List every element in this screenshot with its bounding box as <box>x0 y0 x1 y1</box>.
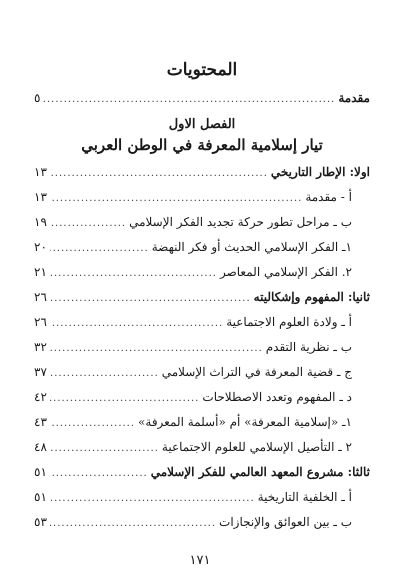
toc-page-number: ٥ <box>34 91 41 105</box>
dot-leader <box>50 216 126 232</box>
chapter-heading: الفصل الاول <box>168 117 236 132</box>
toc-entry-label: أ ـ الخلفية التاريخية <box>257 490 352 504</box>
toc-entry <box>34 189 370 205</box>
toc-entry <box>34 389 370 405</box>
toc-page-number: ٤٣ <box>34 415 47 429</box>
dot-leader <box>50 166 268 182</box>
toc-entry-label: ب ـ نظرية التقدم <box>265 340 352 354</box>
toc-page-number: ٢٠ <box>34 240 47 254</box>
toc-title: المحتويات <box>166 60 238 80</box>
toc-entry-label: ٢ ـ التأصيل الإسلامي للعلوم الاجتماعية <box>161 440 352 454</box>
toc-entry <box>34 239 370 255</box>
toc-entry <box>34 489 370 505</box>
toc-page-number: ٥١ <box>34 465 47 479</box>
toc-page-number: ٤٨ <box>34 440 47 454</box>
toc-entry-label: ٢. الفكر الإسلامي المعاصر <box>219 265 352 279</box>
dot-leader <box>50 191 302 207</box>
toc-page-number: ٥٣ <box>34 515 47 529</box>
toc-entry <box>34 464 370 480</box>
toc-entry-label: ثانيا: المفهوم وإشكاليته <box>253 290 370 304</box>
dot-leader <box>50 291 251 307</box>
toc-entry-label: د ـ المفهوم وتعدد الاصطلاحات <box>202 390 352 404</box>
toc-entry-label: ب ـ بين العوائق والإنجازات <box>219 515 352 529</box>
toc-entry <box>34 414 370 430</box>
toc-entry-label: اولا: الإطار التاريخي <box>270 165 370 179</box>
toc-page-number: ٢٦ <box>34 290 47 304</box>
toc-entry-label: ج ـ قضية المعرفة في التراث الإسلامي <box>161 365 352 379</box>
toc-entry-label: ١ـ الفكر الإسلامي الحديث أو فكر النهضة <box>151 240 352 254</box>
toc-entry-label: مقدمة <box>338 91 370 105</box>
dot-leader <box>50 341 263 357</box>
dot-leader <box>50 266 217 282</box>
toc-page-number: ٤٢ <box>34 390 47 404</box>
toc-entry-label: ب ـ مراحل تطور حركة تجديد الفكر الإسلامي <box>129 215 352 229</box>
toc-page-number: ١٣ <box>34 165 47 179</box>
toc-entry-label: أ ـ ولادة العلوم الاجتماعية <box>226 315 352 329</box>
toc-entry-introduction <box>34 90 370 106</box>
toc-entry <box>34 314 370 330</box>
dot-leader <box>50 441 159 457</box>
toc-entry-label: أ - مقدمة <box>305 190 352 204</box>
dot-leader <box>50 391 200 407</box>
toc-entry <box>34 164 370 180</box>
toc-page-number: ٢١ <box>34 265 47 279</box>
toc-page-number: ٣٧ <box>34 365 47 379</box>
dot-leader <box>50 241 149 257</box>
dot-leader <box>50 416 135 432</box>
toc-page-number: ٥١ <box>34 490 47 504</box>
toc-entry <box>34 214 370 230</box>
toc-entry <box>34 339 370 355</box>
toc-page-number: ١٣ <box>34 190 47 204</box>
dot-leader <box>50 516 216 532</box>
toc-entry <box>34 439 370 455</box>
toc-entry <box>34 364 370 380</box>
dot-leader <box>50 316 223 332</box>
toc-page-number: ٣٢ <box>34 340 47 354</box>
dot-leader <box>50 466 148 482</box>
chapter-title: تيار إسلامية المعرفة في الوطن العربي <box>81 136 323 154</box>
toc-entry-label: ١ـ «إسلامية المعرفة» أم «أسلمة المعرفة» <box>138 415 352 429</box>
dot-leader <box>50 366 159 382</box>
toc-entry <box>34 289 370 305</box>
toc-entry <box>34 264 370 280</box>
dot-leader <box>43 92 335 108</box>
toc-entry <box>34 514 370 530</box>
toc-page-number: ٢٦ <box>34 315 47 329</box>
toc-entry-label: ثالثا: مشروع المعهد العالمي للفكر الإسلامي <box>150 465 370 479</box>
dot-leader <box>50 491 255 507</box>
page-number-footer: ١٧١ <box>189 553 211 568</box>
toc-page-number: ١٩ <box>34 215 47 229</box>
